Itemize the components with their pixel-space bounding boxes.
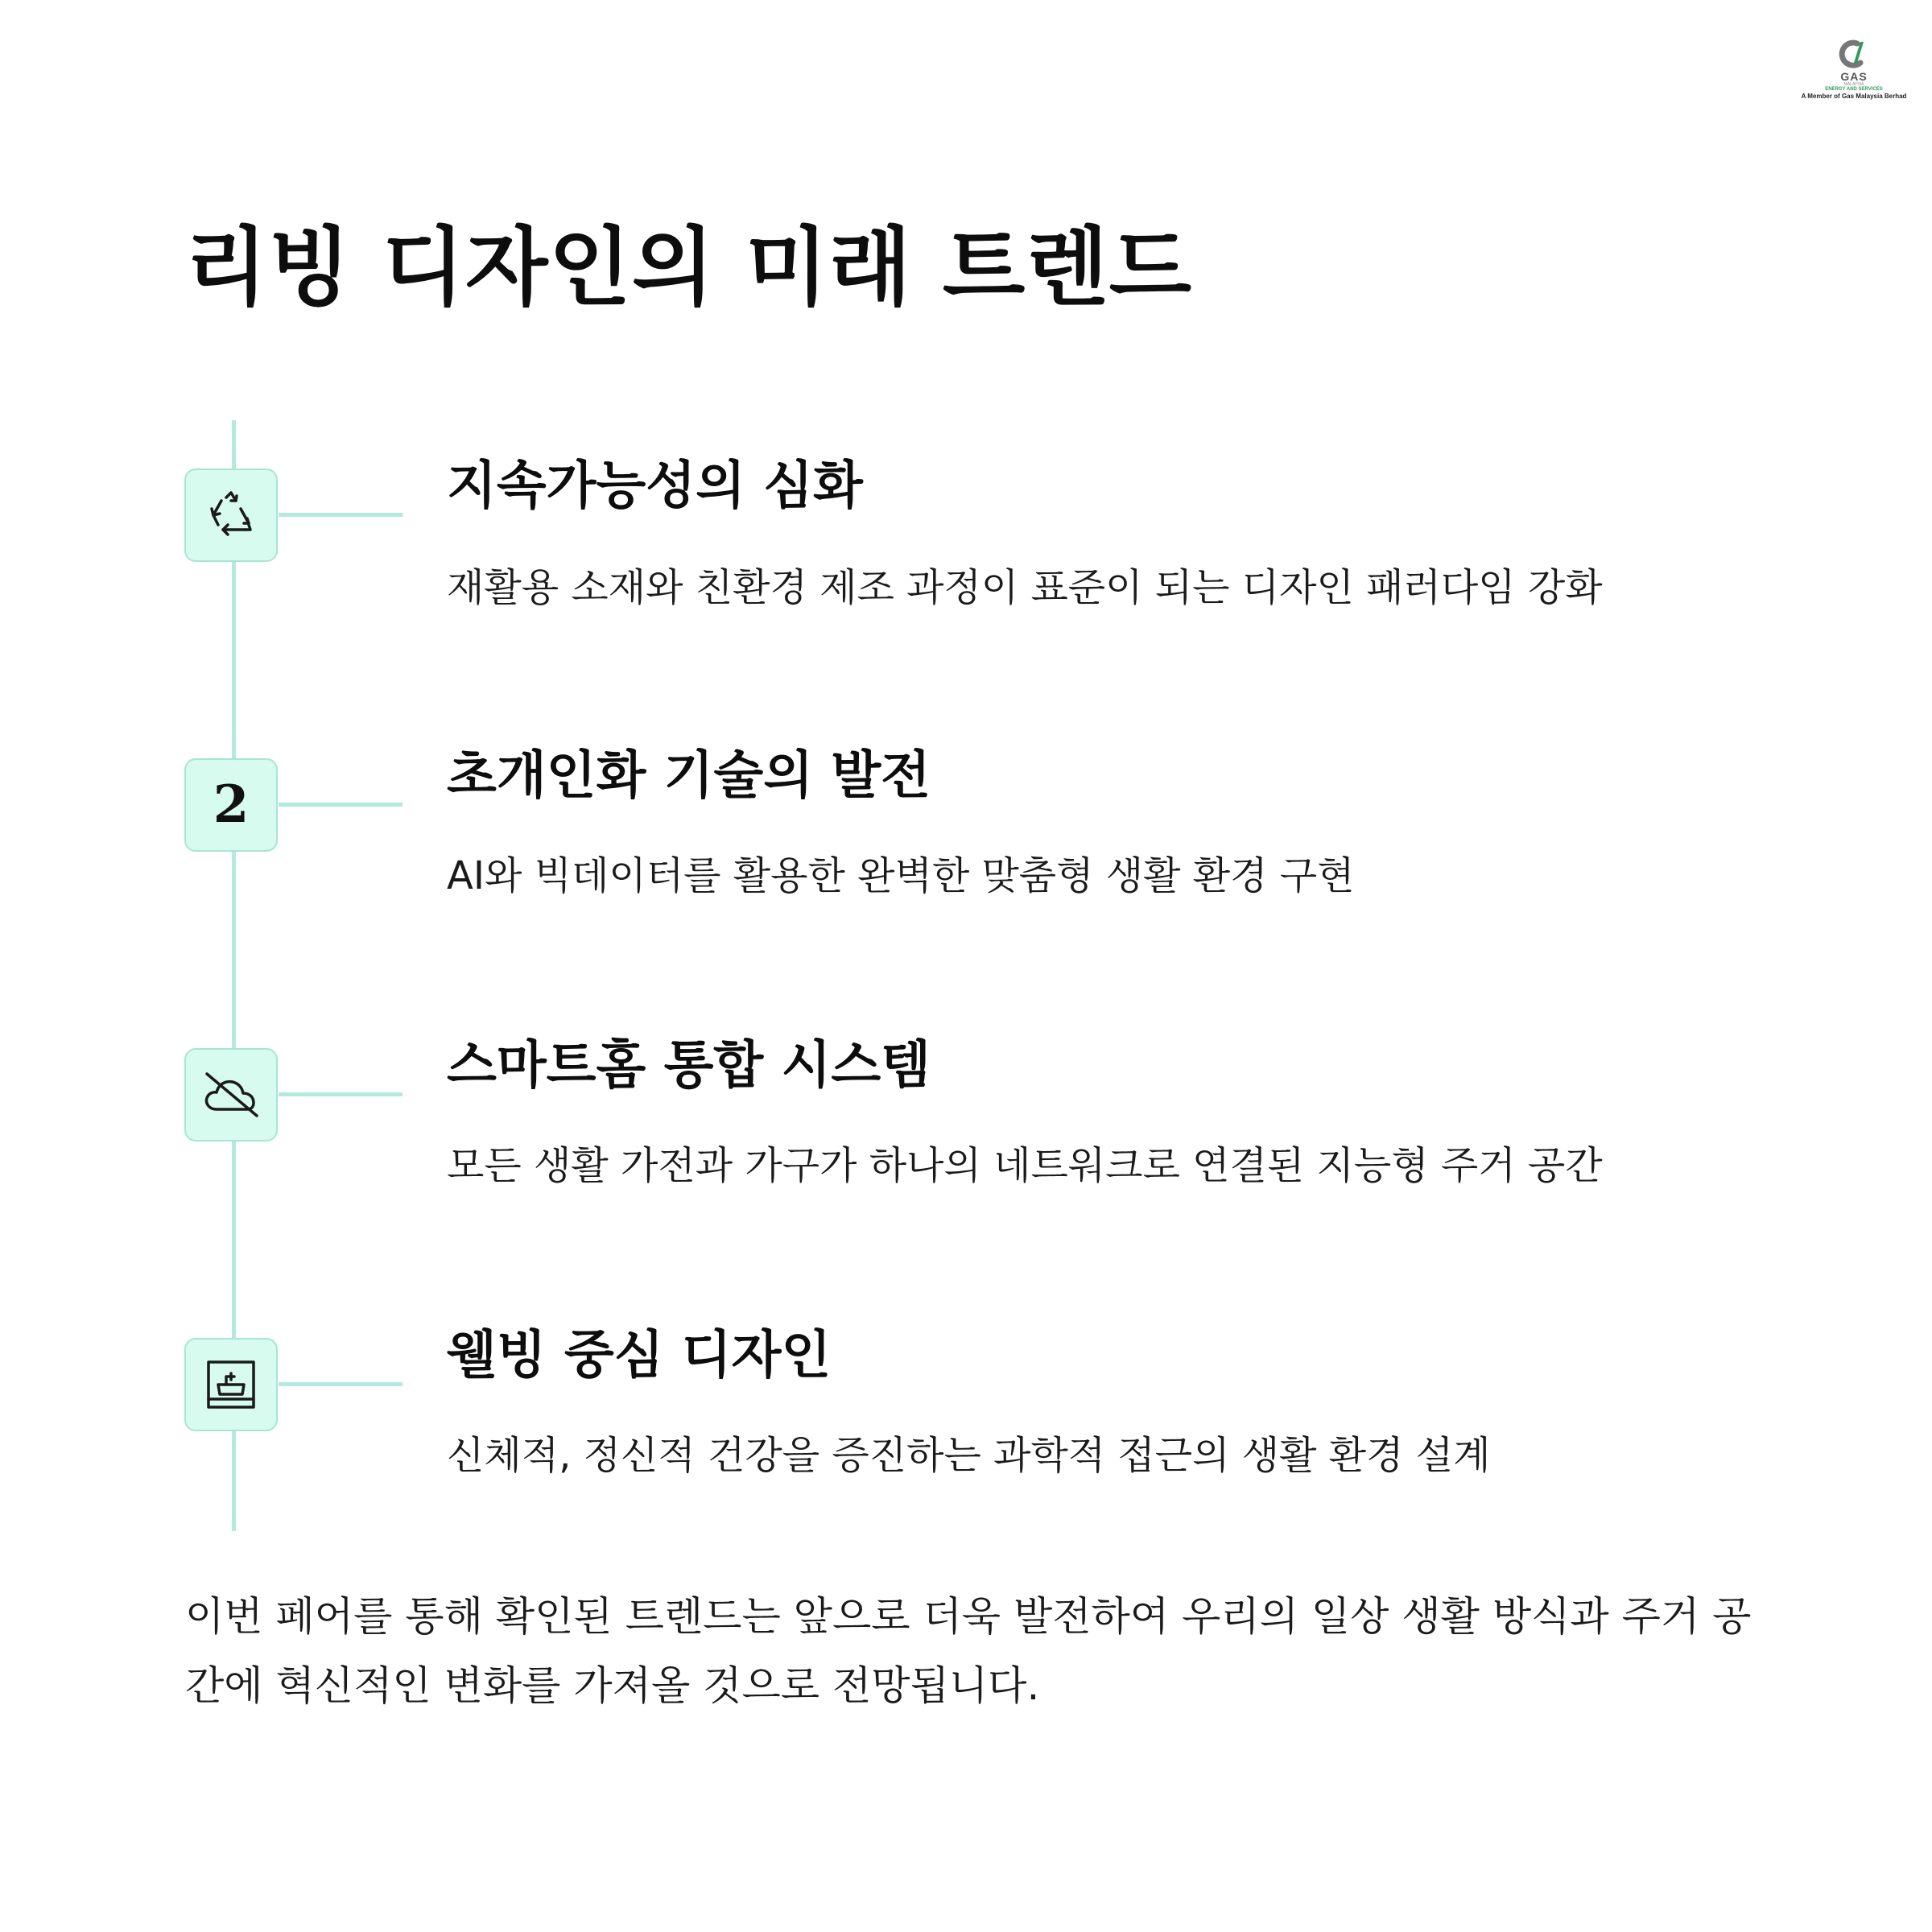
item-title-1: 지속가능성의 심화 <box>447 456 863 516</box>
item-title-4: 웰빙 중심 디자인 <box>447 1326 832 1385</box>
item-title-2: 초개인화 기술의 발전 <box>447 746 931 806</box>
timeline-connector-4 <box>279 1382 402 1386</box>
logo-line2: ENERGY AND SERVICES <box>1825 87 1883 92</box>
timeline-connector-1 <box>279 513 402 517</box>
cloud-off-icon <box>199 1063 263 1127</box>
timeline-connector-3 <box>279 1092 402 1096</box>
item-description-4: 신체적, 정신적 건강을 증진하는 과학적 접근의 생활 환경 설계 <box>447 1433 1491 1478</box>
page-title: 리빙 디자인의 미래 트렌드 <box>185 218 1193 317</box>
recycle-icon <box>199 483 263 547</box>
logo-line1: MALAYSIA <box>1843 82 1864 87</box>
timeline-marker-4 <box>184 1338 278 1431</box>
step-number: 2 <box>213 774 250 835</box>
gas-logo-icon <box>1836 39 1872 71</box>
item-description-3: 모든 생활 가전과 가구가 하나의 네트워크로 연결된 지능형 주거 공간 <box>447 1143 1603 1188</box>
logo-line3: A Member of Gas Malaysia Berhad <box>1801 93 1907 100</box>
timeline-marker-3 <box>184 1048 278 1141</box>
bathtub-icon <box>199 1352 263 1417</box>
company-logo <box>1794 39 1914 113</box>
timeline-marker-2 <box>184 758 278 852</box>
logo-brand: GAS <box>1840 70 1868 83</box>
item-description-1: 재활용 소재와 친환경 제조 과정이 표준이 되는 디자인 패러다임 강화 <box>447 565 1603 610</box>
item-description-2: AI와 빅데이터를 활용한 완벽한 맞춤형 생활 환경 구현 <box>447 853 1355 898</box>
timeline-connector-2 <box>279 803 402 807</box>
conclusion-text: 이번 페어를 통해 확인된 트렌드는 앞으로 더욱 발전하여 우리의 일상 생활 방식과 주거 공간에 혁신적인 변화를 가져올 것으로 전망됩니다. <box>185 1593 1752 1709</box>
item-title-3: 스마트홈 통합 시스템 <box>447 1036 931 1096</box>
timeline-marker-1 <box>184 469 278 562</box>
